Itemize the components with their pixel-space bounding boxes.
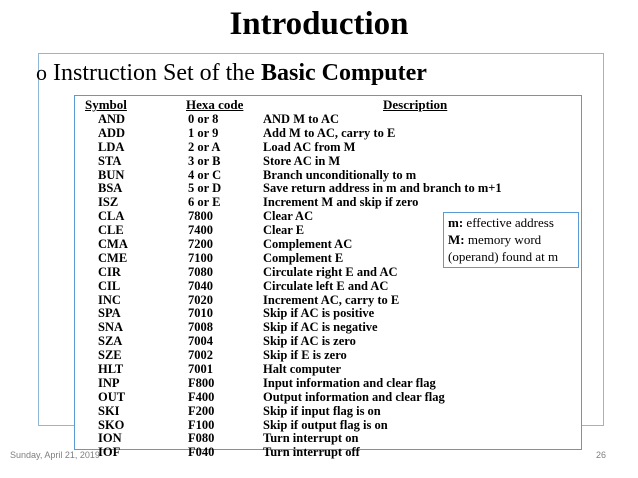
instruction-symbol: SNA	[98, 320, 124, 335]
instruction-hex-code: 7200	[188, 237, 213, 252]
instruction-description: Load AC from M	[263, 139, 356, 154]
instruction-symbol: STA	[98, 153, 122, 168]
table-row	[0, 404, 638, 418]
instruction-symbol: OUT	[98, 389, 126, 404]
instruction-symbol: CIR	[98, 264, 121, 279]
instruction-hex-code: 6 or E	[188, 195, 221, 210]
instruction-description: AND M to AC	[263, 112, 340, 126]
table-row	[0, 362, 638, 376]
instruction-description: Turn interrupt on	[263, 431, 359, 446]
instruction-symbol: SZE	[98, 348, 122, 363]
instruction-hex-code: 7001	[188, 362, 213, 377]
instruction-symbol: LDA	[98, 139, 125, 154]
note-def-M: memory word	[464, 232, 542, 247]
instruction-symbol: ADD	[98, 125, 126, 140]
instruction-symbol: ISZ	[98, 195, 119, 210]
note-box	[443, 212, 579, 268]
instruction-symbol: HLT	[98, 362, 124, 377]
instruction-hex-code: 7400	[188, 223, 213, 238]
instruction-hex-code: 7020	[188, 292, 213, 307]
table-row	[0, 306, 638, 320]
instruction-hex-code: 7100	[188, 250, 213, 265]
instruction-description: Turn interrupt off	[263, 445, 360, 460]
instruction-description: Skip if AC is negative	[263, 320, 378, 335]
instruction-description: Add M to AC, carry to E	[263, 125, 396, 140]
table-row	[0, 390, 638, 404]
instruction-hex-code: 7004	[188, 334, 213, 349]
page-number: 26	[595, 450, 606, 460]
instruction-description: Output information and clear flag	[263, 389, 445, 404]
note-def-m: effective address	[463, 215, 554, 230]
instruction-symbol: SPA	[98, 306, 121, 321]
slide-title: Introduction	[229, 6, 409, 42]
instruction-symbol: SZA	[98, 334, 123, 349]
instruction-hex-code: F800	[188, 375, 215, 390]
table-row	[0, 140, 638, 154]
instruction-symbol: SKO	[98, 417, 125, 432]
instruction-hex-code: 4 or C	[188, 167, 222, 182]
instruction-symbol: BUN	[98, 167, 125, 182]
instruction-hex-code: 7080	[188, 264, 213, 279]
header-hex-code: Hexa code	[186, 97, 244, 112]
bullet-mark: o	[36, 60, 47, 85]
instruction-hex-code: 2 or A	[188, 139, 221, 154]
instruction-hex-code: F040	[188, 445, 215, 460]
instruction-hex-code: 7800	[188, 209, 213, 224]
bullet-text: Instruction Set of the	[53, 60, 261, 86]
instruction-hex-code: 5 or D	[188, 181, 222, 196]
instruction-symbol: IOF	[98, 445, 121, 460]
note-term-M: M:	[448, 232, 465, 247]
header-description: Description	[383, 97, 448, 112]
instruction-description: Skip if E is zero	[263, 348, 347, 363]
instruction-hex-code: 7008	[188, 320, 213, 335]
table-row	[0, 348, 638, 362]
instruction-hex-code: F400	[188, 389, 215, 404]
instruction-symbol: ION	[98, 431, 122, 446]
table-row	[0, 181, 638, 195]
instruction-description: Halt computer	[263, 362, 342, 377]
instruction-description: Complement AC	[263, 237, 353, 252]
footer-date: Sunday, April 21, 2019	[10, 450, 100, 460]
instruction-symbol: SKI	[98, 403, 120, 418]
instruction-hex-code: F200	[188, 403, 215, 418]
instruction-description: Circulate right E and AC	[263, 264, 398, 279]
table-row	[0, 431, 638, 445]
instruction-description: Clear E	[263, 223, 305, 238]
table-row	[0, 376, 638, 390]
instruction-description: Clear AC	[263, 209, 314, 224]
note-line-1	[448, 214, 578, 231]
table-row	[0, 279, 638, 293]
instruction-description: Skip if output flag is on	[263, 417, 388, 432]
instruction-description: Complement E	[263, 250, 344, 265]
instruction-table	[0, 112, 638, 459]
instruction-symbol: INP	[98, 375, 120, 390]
instruction-symbol: CLA	[98, 209, 125, 224]
table-row	[0, 168, 638, 182]
instruction-description: Save return address in m and branch to m+1	[263, 181, 502, 196]
table-row	[0, 418, 638, 432]
note-line-3: (operand) found at m	[448, 249, 559, 264]
instruction-symbol: BSA	[98, 181, 123, 196]
instruction-symbol: CIL	[98, 278, 121, 293]
instruction-symbol: CLE	[98, 223, 124, 238]
instruction-description: Increment AC, carry to E	[263, 292, 400, 307]
instruction-symbol: AND	[98, 112, 126, 126]
instruction-symbol: CMA	[98, 237, 128, 252]
table-row	[0, 112, 638, 126]
instruction-description: Input information and clear flag	[263, 375, 436, 390]
header-symbol: Symbol	[85, 97, 127, 112]
table-row	[0, 154, 638, 168]
instruction-description: Skip if AC is positive	[263, 306, 375, 321]
note-term-m: m:	[448, 215, 464, 230]
table-row	[0, 126, 638, 140]
instruction-symbol: INC	[98, 292, 121, 307]
table-row	[0, 293, 638, 307]
instruction-description: Skip if AC is zero	[263, 334, 356, 349]
table-row	[0, 320, 638, 334]
instruction-description: Skip if input flag is on	[263, 403, 381, 418]
instruction-hex-code: 3 or B	[188, 153, 221, 168]
instruction-hex-code: F100	[188, 417, 215, 432]
bullet-heading	[36, 58, 427, 88]
table-row	[0, 195, 638, 209]
table-row	[0, 334, 638, 348]
instruction-hex-code: 7002	[188, 348, 213, 363]
instruction-description: Increment M and skip if zero	[263, 195, 419, 210]
instruction-hex-code: 7010	[188, 306, 213, 321]
instruction-description: Circulate left E and AC	[263, 278, 389, 293]
note-line-2	[448, 231, 578, 248]
instruction-hex-code: 7040	[188, 278, 213, 293]
instruction-hex-code: F080	[188, 431, 215, 446]
bullet-text-bold: Basic Computer	[260, 60, 427, 86]
instruction-description: Branch unconditionally to m	[263, 167, 417, 182]
instruction-description: Store AC in M	[263, 153, 341, 168]
instruction-hex-code: 0 or 8	[188, 112, 219, 126]
instruction-symbol: CME	[98, 250, 128, 265]
instruction-hex-code: 1 or 9	[188, 125, 219, 140]
